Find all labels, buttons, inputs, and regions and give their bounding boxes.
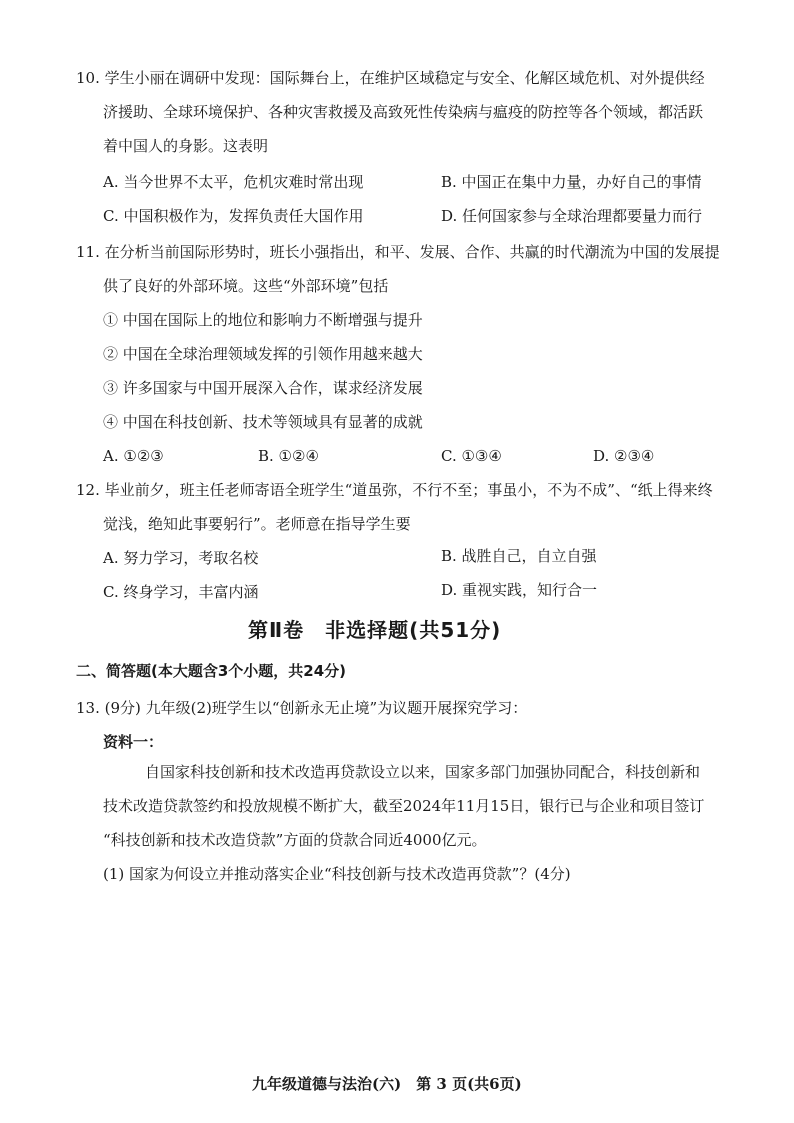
q11-option-c: C. ①③④ <box>441 447 502 465</box>
q11-option-d: D. ②③④ <box>593 447 655 465</box>
part-two-heading: 二、简答题(本大题含3个小题，共24分) <box>76 662 347 680</box>
q13-material-label: 资料一： <box>103 733 164 751</box>
q12-option-c: C. 终身学习，丰富内涵 <box>103 583 259 601</box>
q10-line-3: 着中国人的身影。这表明 <box>103 137 269 155</box>
q11-item-3: ③ 许多国家与中国开展深入合作，谋求经济发展 <box>103 379 423 397</box>
q10-option-a: A. 当今世界不太平，危机灾难时常出现 <box>103 173 364 191</box>
q13-material-line-2: 技术改造贷款签约和投放规模不断扩大，截至2024年11月15日，银行已与企业和项目签订 <box>103 797 705 815</box>
q11-item-4: ④ 中国在科技创新、技术等领域具有显著的成就 <box>103 413 423 431</box>
q10-option-c: C. 中国积极作为，发挥负责任大国作用 <box>103 207 364 225</box>
q12-option-a: A. 努力学习，考取名校 <box>103 549 259 567</box>
q10-option-d: D. 任何国家参与全球治理都要量力而行 <box>441 207 703 225</box>
q10-line-1: 10. 学生小丽在调研中发现：国际舞台上，在维护区域稳定与安全、化解区域危机、对外提供经 <box>76 69 705 87</box>
q11-line-2: 供了良好的外部环境。这些“外部环境”包括 <box>103 277 389 295</box>
q11-line-1: 11. 在分析当前国际形势时，班长小强指出，和平、发展、合作、共赢的时代潮流为中国的发展提 <box>76 243 720 261</box>
q12-option-d: D. 重视实践，知行合一 <box>441 581 598 599</box>
page-footer: 九年级道德与法治(六) 第 3 页(共6页) <box>252 1075 522 1093</box>
q12-option-b: B. 战胜自己，自立自强 <box>441 547 597 565</box>
q13-question-1: (1) 国家为何设立并推动落实企业“科技创新与技术改造再贷款”？(4分) <box>103 865 571 883</box>
q10-line-2: 济援助、全球环境保护、各种灾害救援及高致死性传染病与瘟疫的防控等各个领域，都活跃 <box>103 103 704 121</box>
q10-option-b: B. 中国正在集中力量，办好自己的事情 <box>441 173 702 191</box>
q12-line-1: 12. 毕业前夕，班主任老师寄语全班学生“道虽弥，不行不至；事虽小，不为不成”、“纸上得来终 <box>76 481 713 499</box>
q11-item-1: ① 中国在国际上的地位和影响力不断增强与提升 <box>103 311 423 329</box>
q13-material-line-1: 自国家科技创新和技术改造再贷款设立以来，国家多部门加强协同配合，科技创新和 <box>145 763 701 781</box>
q13-material-line-3: “科技创新和技术改造贷款”方面的贷款合同近4000亿元。 <box>103 831 487 849</box>
q11-item-2: ② 中国在全球治理领域发挥的引领作用越来越大 <box>103 345 423 363</box>
q13-header: 13. (9分) 九年级(2)班学生以“创新永无止境”为议题开展探究学习： <box>76 699 528 717</box>
q12-line-2: 觉浅，绝知此事要躬行”。老师意在指导学生要 <box>103 515 411 533</box>
q11-option-a: A. ①②③ <box>103 447 164 465</box>
q11-option-b: B. ①②④ <box>258 447 319 465</box>
section-title: 第Ⅱ卷 非选择题(共51分) <box>248 618 502 642</box>
